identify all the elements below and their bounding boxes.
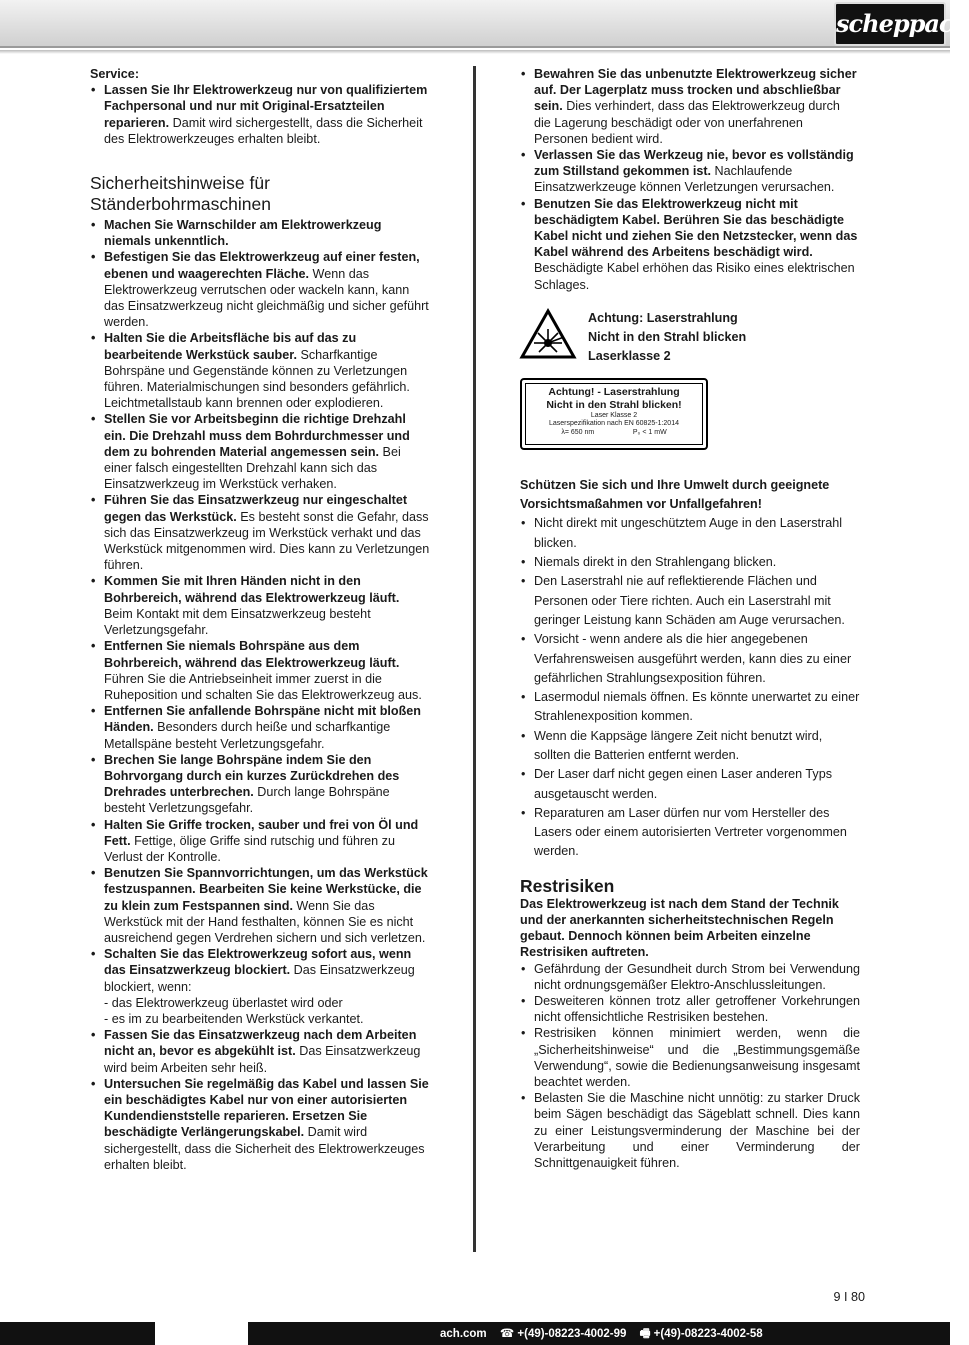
item-text: Damit wird sichergestellt, dass die Sicherheit des Elektrowerkzeuges erhalten bleibt. xyxy=(104,1125,425,1172)
item-lead: Benutzen Sie Spannvorrichtungen, um das Werkstück festzuspannen. Bearbeiten Sie keine Werkstücke, die zu klein zum Festspannen sind. xyxy=(104,866,428,913)
item-text: Scharfkantige Bohrspäne und Gegenstände können zu Verletzungen führen. Materialmischungen sind besonders gefährlich. Leichtmetallstaub kann brennen oder explodieren. xyxy=(104,347,410,411)
right-column xyxy=(520,66,860,1171)
list-item xyxy=(90,492,430,573)
service-list xyxy=(90,82,430,147)
label-power: P₀ < 1 mW xyxy=(632,428,667,436)
item-lead: Kommen Sie mit Ihren Händen nicht in den Bohrbereich, während das Elektrowerkzeug läuft. xyxy=(104,574,400,605)
label-spec: Laserspezifikation nach EN 60825-1:2014 xyxy=(549,420,679,428)
list-item xyxy=(90,638,430,703)
protect-list xyxy=(520,514,860,861)
list-item: • Restrisiken können minimiert werden, wenn die „Sicherheitshinweise“ und die „Bestimmungsgemäße Verwendung“, sowie die Bedienungsanweisung insgesamt beachtet werden. xyxy=(520,1025,860,1090)
item-text: Bei einer falsch eingestellten Drehzahl kann sich das Einsatzwerkzeug im Werkstück verhaken. xyxy=(104,444,401,492)
list-item xyxy=(90,411,430,492)
list-item: • Vorsicht - wenn andere als die hier angegebenen Verfahrensweisen ausgeführt werden, kann dies zu einer gefährlichen Strahlungsexposition führen. xyxy=(520,630,860,688)
list-item: • Gefährdung der Gesundheit durch Strom bei Verwendung nicht ordnungsgemäßer Elektro-Anschlussleitungen. xyxy=(520,961,860,993)
item-text: Beschädigte Kabel erhöhen das Risiko eines elektrischen Schlages. xyxy=(534,261,855,292)
service-label: Service: xyxy=(90,67,140,81)
item-lead: Bewahren Sie das unbenutzte Elektrowerkzeug sicher auf. Der Lagerplatz muss trocken und abschließbar sein. xyxy=(534,67,857,114)
label-wavelength: λ= 650 nm xyxy=(561,428,595,436)
laser-line-2: Nicht in den Strahl blicken xyxy=(588,329,747,344)
safety-list xyxy=(90,217,430,1173)
item-lead: Verlassen Sie das Werkzeug nie, bevor es vollständig zum Stillstand gekommen ist. xyxy=(534,148,854,179)
label-subtitle: Nicht in den Strahl blicken! xyxy=(546,398,682,411)
list-item xyxy=(520,196,860,293)
list-item xyxy=(520,147,860,196)
list-item xyxy=(90,865,430,946)
list-item: • Desweiteren können trotz aller getroffener Vorkehrungen nicht offensichtliche Restrisiken bestehen. xyxy=(520,993,860,1025)
left-column xyxy=(90,66,430,1173)
list-item: • Der Laser darf nicht gegen einen Laser anderen Typs ausgetauscht werden. xyxy=(520,765,860,804)
list-item: • Belasten Sie die Maschine nicht unnötig: zu starker Druck beim Sägen beschädigt das Sägeblatt schnell. Dies kann zu einer Leistungsverminderung der Maschine bei der Verarbeitung und einer Verminderung der Schnittgenauigkeit führen. xyxy=(520,1090,860,1171)
item-text: Dies verhindert, dass das Elektrowerkzeug durch die Lagerung beschädigt oder von unerfahrenen Personen bedient wird. xyxy=(534,99,840,146)
item-lead: Befestigen Sie das Elektrowerkzeug auf einer festen, ebenen und waagerechten Fläche. xyxy=(104,250,420,281)
list-item: • Wenn die Kappsäge längere Zeit nicht benutzt wird, sollten die Batterien entfernt werden. xyxy=(520,727,860,766)
section-heading: Sicherheitshinweise für Ständerbohrmaschinen xyxy=(90,173,271,215)
brand-logo: scheppach xyxy=(834,2,946,46)
footer-fax: 🖷 +(49)-08223-4002-58 xyxy=(639,1328,763,1340)
item-lead: Entfernen Sie anfallende Bohrspäne nicht mit bloßen Händen. xyxy=(104,704,421,735)
item-lead: Halten Sie die Arbeitsfläche bis auf das zu bearbeitende Werkstück sauber. xyxy=(104,331,357,362)
item-lead: Stellen Sie vor Arbeitsbeginn die richtige Drehzahl ein. Die Drehzahl muss dem Bohrdurchmesser und dem zu bohrenden Material angemessen sein. xyxy=(104,412,410,459)
item-text: Es besteht sonst die Gefahr, dass sich das Einsatzwerkzeug im Werkstück verhakt und das Werkstück mitgenommen wird. Dies kann zu Verletzungen führen. xyxy=(104,509,430,573)
footer-phone: ☎ +(49)-08223-4002-99 xyxy=(499,1328,627,1340)
laser-line-1: Achtung: Laserstrahlung xyxy=(588,310,738,325)
list-item: • Lasermodul niemals öffnen. Es könnte unerwartet zu einer Strahlenexposition kommen. xyxy=(520,688,860,727)
laser-line-3: Laserklasse 2 xyxy=(588,348,671,363)
list-item: • Den Laserstrahl nie auf reflektierende Flächen und Personen oder Tiere richten. Auch ein Laserstrahl mit geringer Leistung kann Schäden am Auge verursachen. xyxy=(520,572,860,630)
item-lead: Fassen Sie das Einsatzwerkzeug nach dem Arbeiten nicht an, bevor es abgekühlt ist. xyxy=(104,1028,417,1059)
item-text: Wenn das Elektrowerkzeug verrutschen oder wackeln kann, kann das Einsatzwerkzeug nicht gleichmäßig und sicher geführt werden. xyxy=(104,266,429,330)
list-item: • Niemals direkt in den Strahlengang blicken. xyxy=(520,553,860,572)
item-text: Beim Kontakt mit dem Einsatzwerkzeug besteht Verletzungsgefahr. xyxy=(104,606,371,638)
label-values xyxy=(526,429,702,438)
label-title: Achtung! - Laserstrahlung xyxy=(548,385,680,398)
list-item xyxy=(90,1027,430,1076)
item-lead: Untersuchen Sie regelmäßig das Kabel und lassen Sie ein beschädigtes Kabel nur von einer autorisierten Kundendienststelle reparieren. Ersetzen Sie beschädigte Verlängerungskabel. xyxy=(104,1076,429,1140)
list-item: • Reparaturen am Laser dürfen nur vom Hersteller des Lasers oder einem autorisierten Vertreter vorgenommen werden. xyxy=(520,804,860,862)
item-lead: Halten Sie Griffe trocken, sauber und frei von Öl und Fett. xyxy=(104,817,419,848)
item-lead: Führen Sie das Einsatzwerkzeug nur eingeschaltet gegen das Werkstück. xyxy=(104,493,408,524)
item-lead: Entfernen Sie niemals Bohrspäne aus dem Bohrbereich, während das Elektrowerkzeug läuft. xyxy=(104,639,400,670)
list-item xyxy=(90,249,430,330)
item-subline: - es im zu bearbeitenden Werkstück verkantet. xyxy=(104,1011,364,1026)
safety-list-continued xyxy=(520,66,860,293)
laser-warning xyxy=(520,309,860,366)
list-item xyxy=(90,703,430,752)
item-lead: Machen Sie Warnschilder am Elektrowerkzeug niemals unkenntlich. xyxy=(104,218,382,249)
list-item xyxy=(90,82,430,147)
laser-warning-icon xyxy=(520,309,576,359)
item-lead: Benutzen Sie das Elektrowerkzeug nicht mit beschädigtem Kabel. Berühren Sie das beschädigte Kabel nicht und ziehen Sie den Netzstecker, wenn das Kabel während des Arbeitens beschädigt wird. xyxy=(534,196,858,260)
page-number: 9 I 80 xyxy=(833,1290,865,1304)
header-band xyxy=(0,0,950,48)
list-item xyxy=(90,573,430,638)
item-text: Führen Sie die Antriebseinheit immer zuerst in die Ruheposition und schalten Sie das Elektrowerkzeug aus. xyxy=(104,671,422,702)
item-lead: Lassen Sie Ihr Elektrowerkzeug nur von qualifiziertem Fachpersonal und nur mit Original-Ersatzteilen reparieren. xyxy=(104,83,428,130)
list-item xyxy=(90,1076,430,1173)
laser-label xyxy=(520,378,708,450)
header-shadow xyxy=(0,50,950,54)
item-lead: Brechen Sie lange Bohrspäne indem Sie den Bohrvorgang durch ein kurzes Zurückdrehen des Drehrades unterbrechen. xyxy=(104,752,400,800)
list-item xyxy=(90,330,430,411)
rest-list xyxy=(520,961,860,1172)
footer-web[interactable]: ach.com xyxy=(440,1328,487,1340)
item-text: Nachlaufende Einsatzwerkzeuge können Verletzungen verursachen. xyxy=(534,164,835,195)
item-subline: - das Elektrowerkzeug überlastet wird oder xyxy=(104,995,343,1010)
laser-warning-text xyxy=(588,309,746,366)
item-lead: Schalten Sie das Elektrowerkzeug sofort aus, wenn das Einsatzwerkzeug blockiert. xyxy=(104,947,412,978)
list-item xyxy=(90,946,430,1027)
item-text: Das Einsatzwerkzeug wird beim Arbeiten sehr heiß. xyxy=(104,1044,421,1075)
protect-heading: Schützen Sie sich und Ihre Umwelt durch geeignete Vorsichtsmaßahmen vor Unfallgefahren! xyxy=(520,477,830,512)
item-text: Das Einsatzwerkzeug blockiert, wenn: xyxy=(104,963,415,994)
item-text: Damit wird sichergestellt, dass die Sicherheit des Elektrowerkzeuges erhalten bleibt. xyxy=(104,115,423,146)
list-item xyxy=(90,217,430,249)
footer-gap xyxy=(155,1322,248,1345)
label-class: Laser Klasse 2 xyxy=(590,411,638,419)
item-text: Fettige, ölige Griffe sind rutschig und führen zu Verlust der Kontrolle. xyxy=(104,833,395,864)
list-item xyxy=(520,66,860,147)
item-text: Wenn Sie das Werkstück mit der Hand festhalten, können Sie es nicht ausreichend gegen Verdrehen sichern und sich verletzen. xyxy=(104,898,426,945)
item-text: Durch lange Bohrspäne besteht Verletzungsgefahr. xyxy=(104,785,390,816)
list-item: • Nicht direkt mit ungeschütztem Auge in den Laserstrahl blicken. xyxy=(520,514,860,553)
list-item xyxy=(90,817,430,866)
column-divider xyxy=(473,66,476,1252)
rest-intro: Das Elektrowerkzeug ist nach dem Stand der Technik und der anerkannten sicherheitstechnischen Regeln gebaut. Dennoch können beim Arbeiten einzelne Restrisiken auftreten. xyxy=(520,896,839,960)
footer-contact xyxy=(440,1326,773,1345)
item-text: Besonders durch heiße und scharfkantige Metallspäne besteht Verletzungsgefahr. xyxy=(104,720,391,751)
list-item xyxy=(90,752,430,817)
rest-heading: Restrisiken xyxy=(520,875,615,896)
